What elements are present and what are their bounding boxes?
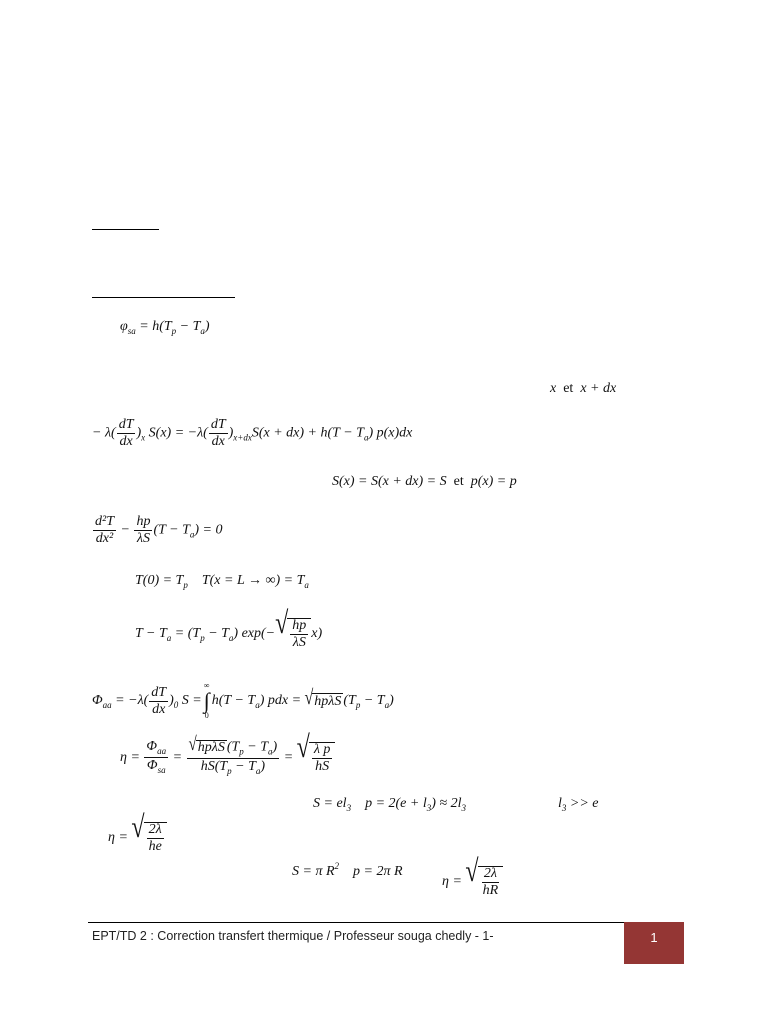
eq-solution: $T - T_a = (T_p - T_a)$ exp(− √ $\frac{hp}{\lambda S}$ x) xyxy=(135,607,323,650)
eq-energy-balance: − λ( $\frac{dT}{dx}$ )$_x$ S(x) = −λ( $\frac{dT}{dx}$ )$_{x+dx}S(x + dx) + h(T - T_a)$ p(x)dx xyxy=(92,417,413,449)
eq-cyl-fin: S = π $R^2$ p = 2π R xyxy=(292,861,403,879)
eq-rect-condition: $l_3 >> e$ xyxy=(558,796,599,813)
eq-ode: $\frac{\text{d²T}}{\text{dx²}}$ − $\frac{hp}{\lambda S}$ $(T - T_a) = 0$ xyxy=(95,514,223,546)
page-number-box xyxy=(624,922,684,964)
eq-interval: x et x + dx xyxy=(550,381,617,396)
eq-rect-fin: $S = el_3$ $p = 2(e + l_3) \approx 2l_3$ xyxy=(313,796,466,813)
eq-eta-rect: η = √ $\frac{2\lambda}{he}$ xyxy=(108,822,167,854)
eq-boundary-conditions: $T(0) = T_p$ T(x = L → ∞) = $T_a$ xyxy=(135,573,309,590)
eq-eta-cyl: η = √ $\frac{2\lambda}{hR}$ xyxy=(442,866,503,898)
page-number: 1 xyxy=(650,930,658,945)
eq-constant-section: S(x) = S(x + dx) = S et p(x) = p xyxy=(332,474,517,489)
heading-underline-1 xyxy=(92,229,159,230)
footer-text: EPT/TD 2 : Correction transfert thermique / Professeur souga chedly - 1- xyxy=(92,929,494,943)
eq-flux: $\Phi_{aa} = -\lambda$( $\frac{dT}{dx}$ )$_0$ S = ∞ ∫ 0 $h(T - T_a)$ pdx = √ hpλS $(T_p - T_a)$ xyxy=(92,681,394,720)
footer-rule xyxy=(88,922,624,923)
eq-efficiency: η = $\frac{\Phi_{aa}}{\Phi_{sa}}$ = √ hpλS $(T_p - T_a)$ $hS(T_p - T_a)$ = √ $\frac{\text{λ p}}{hS}$ xyxy=(120,740,335,776)
heading-underline-2 xyxy=(92,297,235,298)
eq-phi-sa: $\varphi_{sa} = h(T_p - T_a)$ xyxy=(120,319,210,336)
